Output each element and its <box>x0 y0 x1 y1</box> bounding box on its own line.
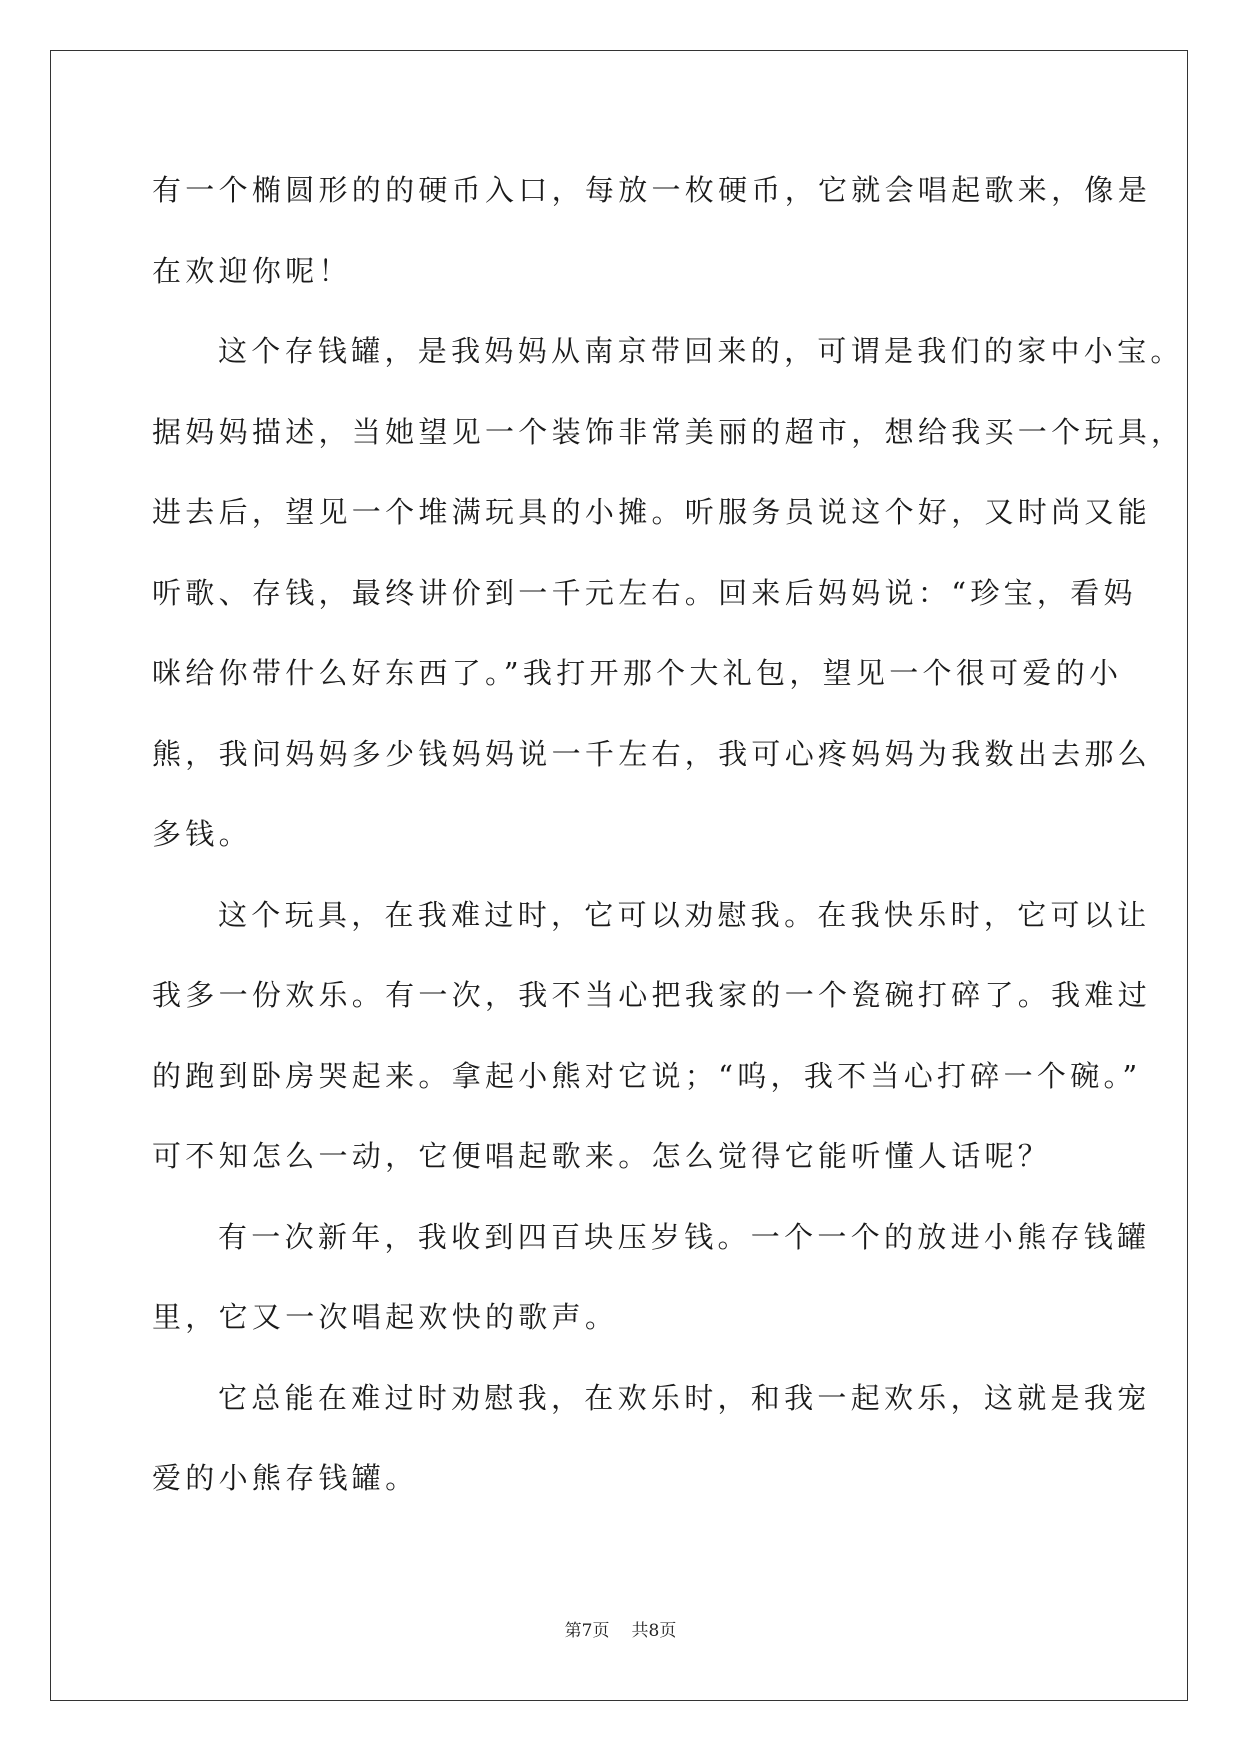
text-line: 咪给你带什么好东西了。”我打开那个大礼包，望见一个很可爱的小 <box>152 656 1123 690</box>
paragraph-start-line: 有一次新年，我收到四百块压岁钱。一个一个的放进小熊存钱罐 <box>218 1219 1151 1254</box>
text-line: 可不知怎么一动，它便唱起歌来。怎么觉得它能听懂人话呢？ <box>152 1139 1052 1173</box>
page-number-current: 第7页 <box>564 1621 610 1641</box>
text-line: 的跑到卧房哭起来。拿起小熊对它说；“呜，我不当心打碎一个碗。” <box>152 1058 1142 1093</box>
text-line: 我多一份欢乐。有一次，我不当心把我家的一个瓷碗打碎了。我难过 <box>152 978 1152 1012</box>
text-line: 据妈妈描述，当她望见一个装饰非常美丽的超市，想给我买一个玩具， <box>152 414 1185 449</box>
paragraph-start-line: 这个玩具，在我难过时，它可以劝慰我。在我快乐时，它可以让 <box>218 897 1151 932</box>
text-line: 里，它又一次唱起欢快的歌声。 <box>152 1300 619 1334</box>
paragraph-start-line: 它总能在难过时劝慰我，在欢乐时，和我一起欢乐，这就是我宠 <box>218 1380 1151 1415</box>
page-number-total: 共8页 <box>631 1621 677 1641</box>
text-line: 有一个椭圆形的的硬币入口，每放一枚硬币，它就会唱起歌来，像是 <box>152 173 1152 207</box>
text-line: 熊，我问妈妈多少钱妈妈说一千左右，我可心疼妈妈为我数出去那么 <box>152 736 1152 771</box>
text-line: 在欢迎你呢！ <box>152 253 352 288</box>
text-line: 听歌、存钱，最终讲价到一千元左右。回来后妈妈说：“珍宝，看妈 <box>152 575 1137 610</box>
text-line: 进去后，望见一个堆满玩具的小摊。听服务员说这个好，又时尚又能 <box>152 495 1152 529</box>
paragraph-start-line: 这个存钱罐，是我妈妈从南京带回来的，可谓是我们的家中小宝。 <box>218 334 1184 368</box>
page-footer <box>0 1616 1241 1641</box>
text-line: 爱的小熊存钱罐。 <box>152 1461 419 1495</box>
document-body <box>152 150 1185 1519</box>
text-line: 多钱。 <box>152 817 252 851</box>
